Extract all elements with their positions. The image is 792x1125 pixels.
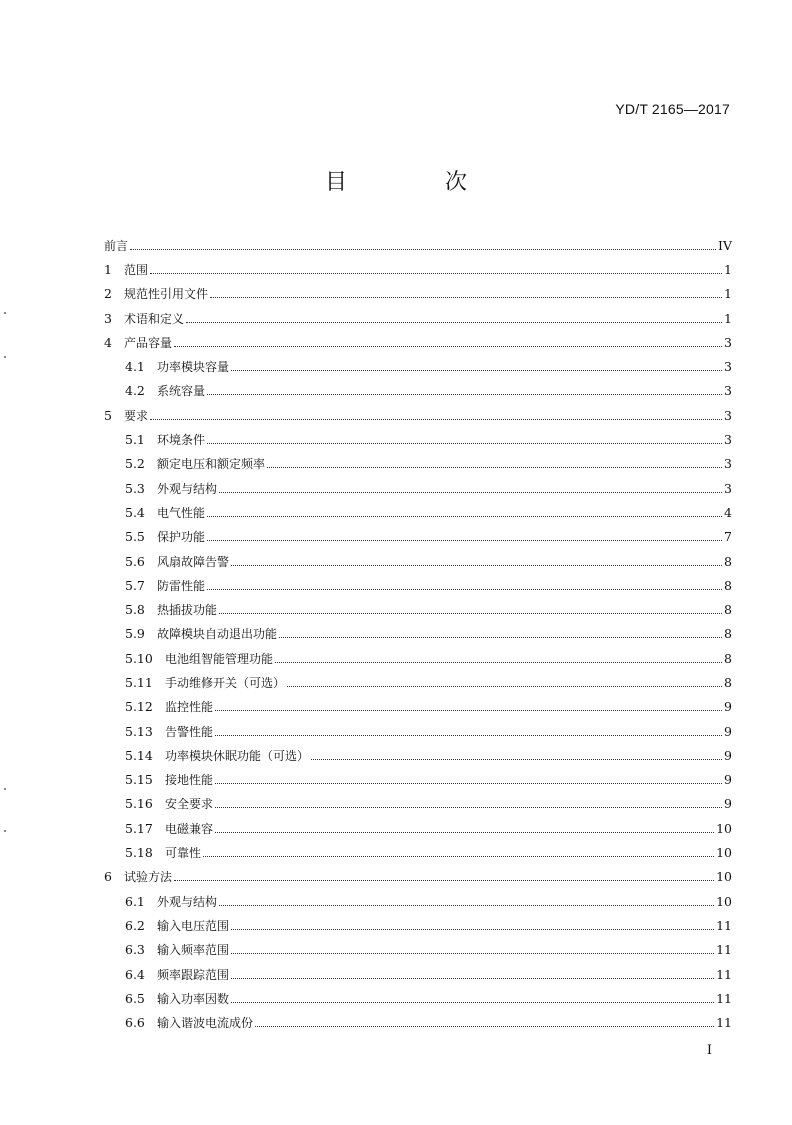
- toc-entry-page: 1: [724, 310, 732, 326]
- toc-leader-dots: [207, 516, 722, 517]
- margin-mark: [4, 312, 6, 314]
- toc-entry-number: 4.1: [125, 359, 145, 375]
- toc-entry-label: 环境条件: [157, 433, 206, 448]
- toc-entry-label: 术语和定义: [124, 311, 185, 326]
- toc-entry-page: 8: [724, 602, 732, 618]
- standard-code: YD/T 2165—2017: [615, 101, 730, 117]
- toc-entry[interactable]: [104, 768, 732, 792]
- toc-entry-page: 11: [716, 1015, 732, 1031]
- toc-entry-page: 10: [716, 845, 732, 861]
- toc-entry-page: 11: [716, 966, 732, 982]
- toc-entry[interactable]: [104, 816, 732, 840]
- toc-leader-dots: [219, 905, 714, 906]
- toc-entry-label: 告警性能: [165, 724, 214, 739]
- toc-entry-number: 5.2: [125, 456, 145, 472]
- toc-entry-label: 外观与结构: [157, 894, 218, 909]
- toc-entry-number: 1: [104, 261, 112, 277]
- toc-entry[interactable]: [104, 646, 732, 670]
- toc-entry-number: 4.2: [125, 383, 145, 399]
- margin-mark: [4, 788, 6, 790]
- toc-entry[interactable]: [104, 865, 732, 889]
- toc-entry-label: 电磁兼容: [165, 821, 214, 836]
- toc-leader-dots: [207, 540, 722, 541]
- toc-entry-number: 5.9: [125, 626, 145, 642]
- toc-entry-number: 2: [104, 286, 112, 302]
- toc-entry-page: 10: [716, 820, 732, 836]
- toc-entry-label: 热插拔功能: [157, 603, 218, 618]
- toc-entry-label: 电池组智能管理功能: [165, 651, 274, 666]
- toc-entry-number: 5: [104, 407, 112, 423]
- toc-entry-number: 5.7: [125, 577, 145, 593]
- toc-entry-number: 5.10: [125, 650, 153, 666]
- toc-leader-dots: [267, 467, 722, 468]
- toc-entry-page: 9: [724, 747, 732, 763]
- toc-leader-dots: [210, 297, 722, 298]
- toc-entry-page: 11: [716, 917, 732, 933]
- toc-entry-number: 5.8: [125, 602, 145, 618]
- toc-leader-dots: [279, 637, 722, 638]
- toc-entry[interactable]: [104, 330, 732, 354]
- toc-entry[interactable]: [104, 476, 732, 500]
- toc-entry-label: 要求: [124, 408, 149, 423]
- toc-entry-page: 9: [724, 723, 732, 739]
- toc-leader-dots: [207, 394, 722, 395]
- toc-entry[interactable]: [104, 719, 732, 743]
- toc-entry-number: 5.14: [125, 747, 153, 763]
- toc-leader-dots: [231, 1002, 714, 1003]
- toc-leader-dots: [219, 613, 722, 614]
- toc-leader-dots: [174, 880, 714, 881]
- toc-leader-dots: [130, 249, 716, 250]
- toc-leader-dots: [203, 856, 714, 857]
- page-number: I: [706, 1043, 712, 1058]
- toc-entry[interactable]: [104, 670, 732, 694]
- toc-entry-number: 6.4: [125, 966, 145, 982]
- toc-title: 目 次: [324, 170, 505, 195]
- toc-entry[interactable]: [104, 573, 732, 597]
- toc-entry-number: 6.1: [125, 893, 145, 909]
- toc-entry[interactable]: [104, 840, 732, 864]
- toc-entry-page: 9: [724, 796, 732, 812]
- toc-entry-page: 9: [724, 772, 732, 788]
- toc-entry-label: 频率跟踪范围: [157, 967, 230, 982]
- toc-entry-label: 安全要求: [165, 797, 214, 812]
- toc-entry[interactable]: [104, 306, 732, 330]
- toc-entry-page: 8: [724, 650, 732, 666]
- toc-entry[interactable]: [104, 986, 732, 1010]
- toc-entry[interactable]: [104, 695, 732, 719]
- toc-entry-page: 8: [724, 626, 732, 642]
- toc-entry-label: 功率模块容量: [157, 360, 230, 375]
- toc-leader-dots: [231, 370, 722, 371]
- toc-entry-page: 3: [724, 383, 732, 399]
- toc-entry-page: 10: [716, 869, 732, 885]
- toc-entry-page: 11: [716, 942, 732, 958]
- toc-entry[interactable]: [104, 354, 732, 378]
- toc-entry-number: 5.17: [125, 820, 153, 836]
- toc-entry[interactable]: [104, 549, 732, 573]
- toc-entry[interactable]: [104, 500, 732, 524]
- toc-entry[interactable]: [104, 427, 732, 451]
- toc-leader-dots: [207, 443, 722, 444]
- toc-entry-page: 10: [716, 893, 732, 909]
- margin-mark: [4, 356, 6, 358]
- toc-entry-label: 故障模块自动退出功能: [157, 627, 278, 642]
- toc-entry-page: 8: [724, 577, 732, 593]
- toc-entry-label: 手动维修开关（可选）: [165, 675, 286, 690]
- toc-entry-label: 接地性能: [165, 773, 214, 788]
- toc-entry-number: 3: [104, 310, 112, 326]
- toc-leader-dots: [215, 807, 722, 808]
- margin-mark: [4, 830, 6, 832]
- toc-entry-page: 8: [724, 674, 732, 690]
- toc-entry-number: 5.15: [125, 772, 153, 788]
- toc-leader-dots: [150, 273, 722, 274]
- toc-entry-number: 5.4: [125, 504, 145, 520]
- toc-entry-label: 产品容量: [124, 335, 173, 350]
- toc-leader-dots: [231, 953, 714, 954]
- toc-leader-dots: [311, 759, 722, 760]
- toc-entry-label: 输入电压范围: [157, 918, 230, 933]
- toc-entry-number: 6: [104, 869, 112, 885]
- toc-entry-label: 保护功能: [157, 530, 206, 545]
- toc-leader-dots: [219, 492, 722, 493]
- toc-entry-page: 8: [724, 553, 732, 569]
- toc-entry-number: 6.2: [125, 917, 145, 933]
- toc-entry[interactable]: [104, 913, 732, 937]
- toc-entry[interactable]: [104, 525, 732, 549]
- toc-entry-number: 5.11: [125, 674, 153, 690]
- toc-entry-label: 电气性能: [157, 505, 206, 520]
- toc-entry-page: 11: [716, 990, 732, 1006]
- toc-entry-number: 5.16: [125, 796, 153, 812]
- toc-entry-page: 1: [724, 286, 732, 302]
- toc-entry-number: 6.3: [125, 942, 145, 958]
- toc-leader-dots: [174, 346, 722, 347]
- toc-entry-number: 5.13: [125, 723, 153, 739]
- toc-entry-number: 5.6: [125, 553, 145, 569]
- toc-entry-page: 3: [724, 334, 732, 350]
- toc-entry-label: 前言: [104, 238, 129, 253]
- toc-leader-dots: [215, 832, 714, 833]
- toc-leader-dots: [150, 419, 722, 420]
- toc-entry-label: 外观与结构: [157, 481, 218, 496]
- toc-entry-number: 5.5: [125, 529, 145, 545]
- toc-entry-label: 风扇故障告警: [157, 554, 230, 569]
- toc-entry-label: 系统容量: [157, 384, 206, 399]
- toc-entry-number: 6.6: [125, 1015, 145, 1031]
- toc-entry-number: 5.1: [125, 432, 145, 448]
- toc-entry[interactable]: [104, 938, 732, 962]
- toc-entry-page: 9: [724, 699, 732, 715]
- toc-entry-label: 输入功率因数: [157, 991, 230, 1006]
- toc-entry-label: 试验方法: [124, 870, 173, 885]
- toc-leader-dots: [215, 783, 722, 784]
- toc-entry[interactable]: [104, 792, 732, 816]
- toc-entry-page: 3: [724, 456, 732, 472]
- toc-entry-label: 防雷性能: [157, 578, 206, 593]
- toc-entry-page: 1: [724, 261, 732, 277]
- toc-leader-dots: [215, 710, 722, 711]
- toc-entry-page: 3: [724, 480, 732, 496]
- toc-entry[interactable]: [104, 622, 732, 646]
- toc-leader-dots: [255, 1026, 714, 1027]
- toc-entry-page: 4: [724, 504, 732, 520]
- toc-entry-label: 监控性能: [165, 700, 214, 715]
- toc-entry-label: 规范性引用文件: [124, 287, 209, 302]
- toc-entry-page: 3: [724, 359, 732, 375]
- toc-entry[interactable]: [104, 743, 732, 767]
- toc-leader-dots: [207, 589, 722, 590]
- table-of-contents: [104, 233, 732, 1035]
- toc-entry[interactable]: [104, 889, 732, 913]
- toc-entry[interactable]: [104, 962, 732, 986]
- toc-entry[interactable]: [104, 403, 732, 427]
- toc-entry-number: 5.12: [125, 699, 153, 715]
- toc-leader-dots: [231, 929, 714, 930]
- toc-entry-number: 5.18: [125, 845, 153, 861]
- toc-entry[interactable]: [104, 282, 732, 306]
- toc-entry-page: 3: [724, 432, 732, 448]
- toc-leader-dots: [186, 322, 722, 323]
- toc-entry-label: 输入频率范围: [157, 943, 230, 958]
- toc-entry-page: IV: [718, 237, 732, 253]
- toc-leader-dots: [287, 686, 722, 687]
- toc-entry[interactable]: [104, 233, 732, 257]
- toc-leader-dots: [231, 978, 714, 979]
- toc-entry[interactable]: [104, 452, 732, 476]
- toc-entry[interactable]: [104, 257, 732, 281]
- toc-entry[interactable]: [104, 597, 732, 621]
- toc-leader-dots: [275, 662, 722, 663]
- toc-leader-dots: [215, 735, 722, 736]
- toc-entry-page: 3: [724, 407, 732, 423]
- toc-entry[interactable]: [104, 379, 732, 403]
- toc-entry-label: 功率模块休眠功能（可选）: [165, 748, 310, 763]
- toc-entry-number: 5.3: [125, 480, 145, 496]
- toc-entry-label: 输入谐波电流成份: [157, 1016, 254, 1031]
- toc-entry-label: 额定电压和额定频率: [157, 457, 266, 472]
- toc-entry-page: 7: [724, 529, 732, 545]
- toc-entry-label: 范围: [124, 262, 149, 277]
- toc-entry-number: 4: [104, 334, 112, 350]
- toc-entry-label: 可靠性: [165, 846, 202, 861]
- toc-entry-number: 6.5: [125, 990, 145, 1006]
- toc-entry[interactable]: [104, 1011, 732, 1035]
- toc-leader-dots: [231, 565, 722, 566]
